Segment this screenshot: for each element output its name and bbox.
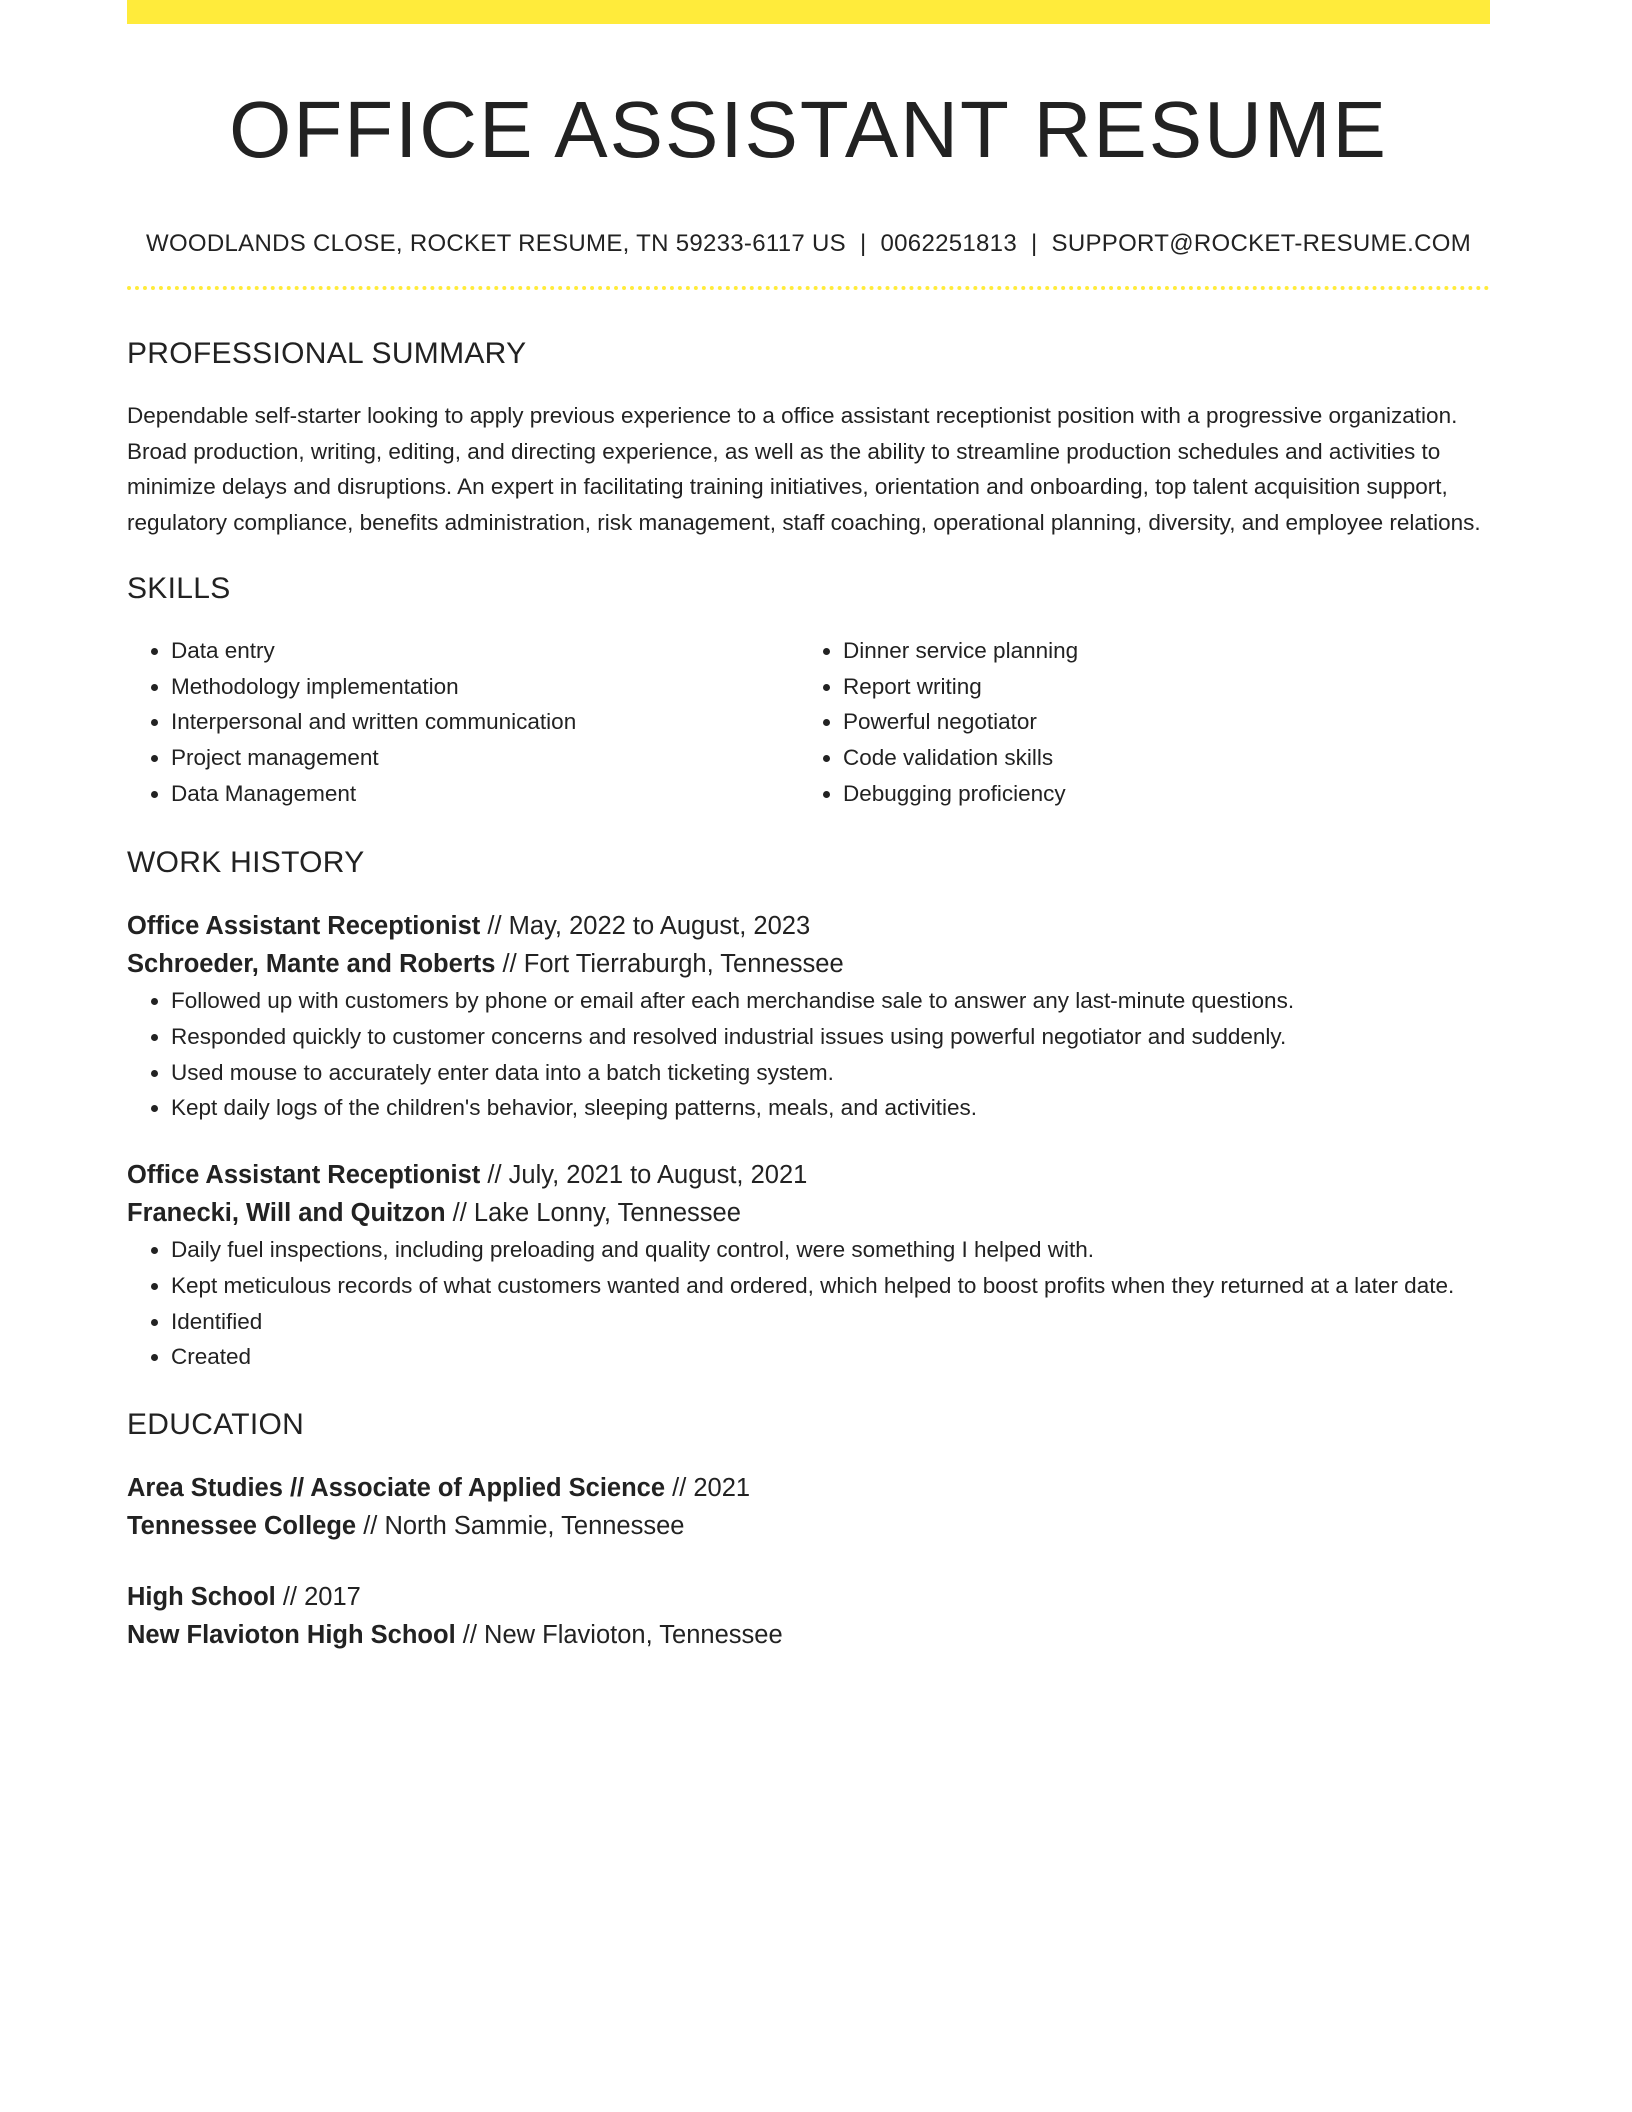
- contact-separator: |: [1030, 230, 1038, 257]
- education-school-line: [127, 1616, 1490, 1654]
- job-company-line: [127, 1194, 1490, 1232]
- contact-separator: |: [859, 230, 867, 257]
- skill-item: • Dinner service planning: [843, 633, 1471, 669]
- job-title: Office Assistant Receptionist: [127, 912, 481, 941]
- contact-email: SUPPORT@ROCKET-RESUME.COM: [1051, 230, 1471, 257]
- education-year: // 2017: [275, 1582, 361, 1611]
- job-company: Franecki, Will and Quitzon: [127, 1199, 446, 1228]
- job-bullet: • Responded quickly to customer concerns and resolved industrial issues using powerful negotiator and suddenly.: [171, 1019, 1490, 1055]
- skill-item: • Code validation skills: [843, 740, 1471, 776]
- job-company: Schroeder, Mante and Roberts: [127, 950, 496, 979]
- job-bullet: • Followed up with customers by phone or email after each merchandise sale to answer any last-minute questions.: [171, 983, 1490, 1019]
- skills-column-right: [799, 633, 1471, 812]
- job-title: Office Assistant Receptionist: [127, 1161, 481, 1190]
- skill-item: • Project management: [171, 740, 799, 776]
- job-dates: // May, 2022 to August, 2023: [480, 912, 811, 941]
- job-entry: [127, 1156, 1490, 1375]
- education-school: New Flavioton High School: [127, 1620, 456, 1649]
- work-history-heading: WORK HISTORY: [127, 846, 365, 880]
- skills-column-left: [127, 633, 799, 812]
- top-accent-bar: [127, 0, 1490, 24]
- summary-heading: PROFESSIONAL SUMMARY: [127, 337, 527, 370]
- job-bullet: • Used mouse to accurately enter data into a batch ticketing system.: [171, 1055, 1490, 1091]
- job-bullet: • Identified: [171, 1304, 1490, 1340]
- education-school: Tennessee College: [127, 1511, 357, 1540]
- education-entry: [127, 1578, 1490, 1654]
- skill-item: • Powerful negotiator: [843, 704, 1471, 740]
- education-degree: High School: [127, 1582, 276, 1611]
- job-bullet: • Kept meticulous records of what customers wanted and ordered, which helped to boost profits when they returned at a later date.: [171, 1268, 1490, 1304]
- education-degree: Area Studies // Associate of Applied Science: [127, 1473, 666, 1502]
- skill-item: • Debugging proficiency: [843, 776, 1471, 812]
- education-location: // New Flavioton, Tennessee: [455, 1620, 783, 1649]
- skill-item: • Report writing: [843, 669, 1471, 705]
- resume-title: OFFICE ASSISTANT RESUME: [229, 85, 1388, 174]
- job-location: // Fort Tierraburgh, Tennessee: [495, 950, 844, 979]
- job-dates: // July, 2021 to August, 2021: [480, 1161, 808, 1190]
- skills-heading: SKILLS: [127, 571, 231, 605]
- education-entry: [127, 1469, 1490, 1545]
- education-year: // 2021: [665, 1473, 751, 1502]
- job-company-line: [127, 945, 1490, 983]
- skills-list: [127, 633, 1490, 812]
- job-bullet: • Kept daily logs of the children's behavior, sleeping patterns, meals, and activities.: [171, 1090, 1490, 1126]
- skill-item: • Interpersonal and written communication: [171, 704, 799, 740]
- job-location: // Lake Lonny, Tennessee: [445, 1199, 741, 1228]
- job-title-line: [127, 907, 1490, 945]
- job-bullet: • Daily fuel inspections, including preloading and quality control, were something I helped with.: [171, 1232, 1490, 1268]
- summary-text: Dependable self-starter looking to apply previous experience to a office assistant receptionist position with a progressive organization. Broad production, writing, editing, and directing experience, as well as the ability to streamline production schedules and activities to minimize delays and disruptions. An expert in facilitating training initiatives, orientation and onboarding, top talent acquisition support, regulatory compliance, benefits administration, risk management, staff coaching, operational planning, diversity, and employee relations.: [127, 403, 1481, 536]
- job-entry: [127, 907, 1490, 1126]
- contact-address: WOODLANDS CLOSE, ROCKET RESUME, TN 59233-6117 US: [146, 230, 846, 257]
- education-degree-line: [127, 1469, 1490, 1507]
- resume-page: [127, 0, 1490, 1654]
- job-bullets: [127, 983, 1490, 1126]
- job-bullets: [127, 1232, 1490, 1375]
- education-school-line: [127, 1507, 1490, 1545]
- contact-line: [127, 228, 1490, 260]
- skill-item: • Methodology implementation: [171, 669, 799, 705]
- education-degree-line: [127, 1578, 1490, 1616]
- dotted-divider: [127, 286, 1490, 290]
- contact-phone: 0062251813: [880, 230, 1017, 257]
- skill-item: • Data Management: [171, 776, 799, 812]
- skill-item: • Data entry: [171, 633, 799, 669]
- job-bullet: • Created: [171, 1339, 1490, 1375]
- job-title-line: [127, 1156, 1490, 1194]
- education-heading: EDUCATION: [127, 1407, 305, 1441]
- education-location: // North Sammie, Tennessee: [356, 1511, 685, 1540]
